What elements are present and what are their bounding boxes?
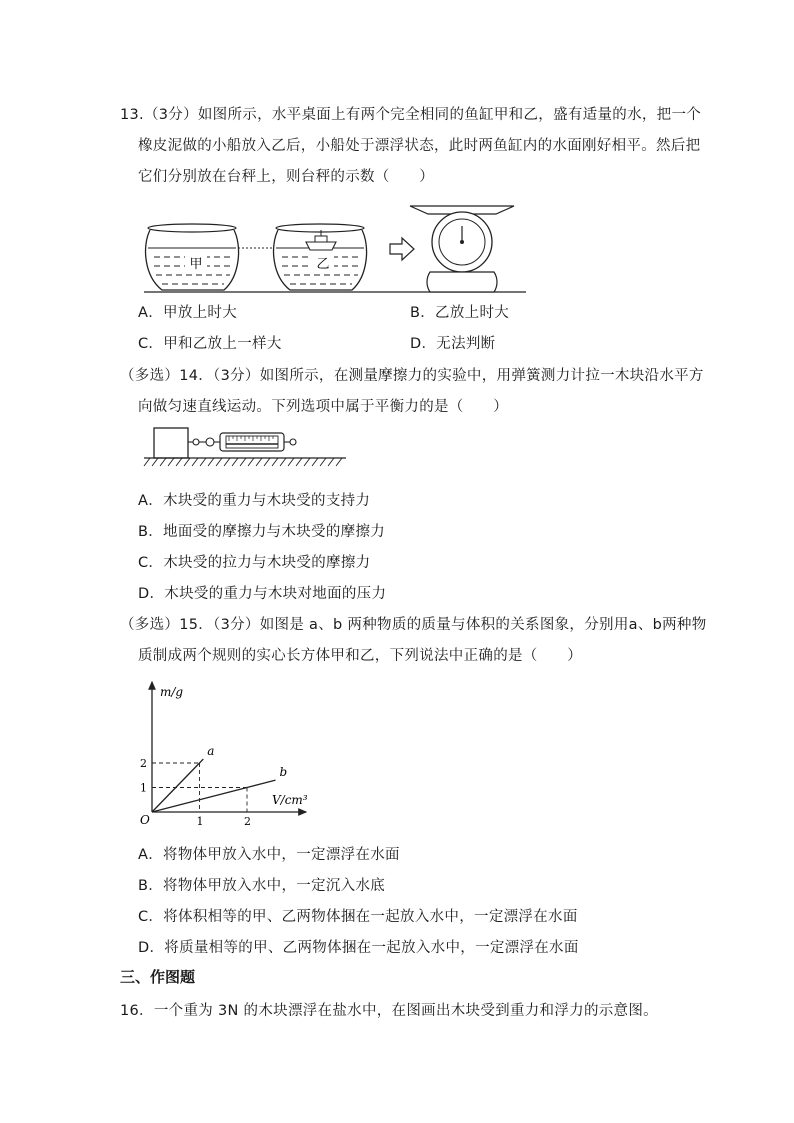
- q13-line-2: 橡皮泥做的小船放入乙后，小船处于漂浮状态，此时两鱼缸内的水面刚好相平。然后把: [138, 138, 701, 154]
- spring-scale-icon: [220, 433, 296, 451]
- friction-experiment-figure: [140, 424, 350, 472]
- x-axis-label: V/cm³: [272, 793, 308, 807]
- platform-scale-icon: [410, 206, 514, 292]
- q14-option-b: B．地面受的摩擦力与木块受的摩擦力: [138, 524, 386, 540]
- right-arrow-icon: [390, 238, 414, 260]
- origin-label: O: [140, 813, 150, 827]
- series-label-a: a: [207, 744, 215, 759]
- tank-a: [146, 224, 239, 290]
- tank-a-label: 甲: [189, 257, 203, 272]
- tank-b: [274, 224, 367, 290]
- q15-option-b: B．将物体甲放入水中，一定沉入水底: [138, 878, 386, 894]
- q15-line-1: （多选）15．（3分）如图是 a、b 两种物质的质量与体积的关系图象，分别用a、b两种物: [120, 617, 707, 633]
- boat-icon: [306, 230, 336, 250]
- q13-line-3: 它们分别放在台秤上，则台秤的示数（ ）: [138, 169, 434, 185]
- q13-option-d: D．无法判断: [410, 336, 496, 352]
- q14-line-1: （多选）14．（3分）如图所示，在测量摩擦力的实验中，用弹簧测力计拉一木块沿水平方: [120, 368, 704, 384]
- y-axis-label: m/g: [160, 685, 184, 699]
- q13-option-b: B．乙放上时大: [410, 305, 510, 321]
- y-tick-label-1: 1: [140, 781, 147, 795]
- tank-b-label: 乙: [316, 257, 330, 272]
- q15-option-a: A．将物体甲放入水中，一定漂浮在水面: [138, 847, 400, 863]
- series-label-b: b: [279, 765, 288, 780]
- series-line-b: [152, 780, 276, 812]
- wood-block: [154, 428, 188, 458]
- q13-option-a: A．甲放上时大: [138, 305, 238, 321]
- q13-option-c: C．甲和乙放上一样大: [138, 336, 282, 352]
- x-tick-label-1: 1: [196, 815, 204, 828]
- x-tick-label-2: 2: [244, 815, 251, 828]
- q15-option-d: D．将质量相等的甲、乙两物体捆在一起放入水中，一定漂浮在水面: [138, 940, 579, 956]
- mass-volume-chart: [134, 674, 314, 830]
- series-line-a: [152, 759, 203, 812]
- fish-tank-figure: [140, 198, 530, 298]
- y-tick-label-2: 2: [140, 757, 147, 770]
- q16-line-1: 16．一个重为 3N 的木块漂浮在盐水中，在图画出木块受到重力和浮力的示意图。: [120, 1003, 658, 1019]
- q15-option-c: C．将体积相等的甲、乙两物体捆在一起放入水中，一定漂浮在水面: [138, 909, 578, 925]
- q14-option-a: A．木块受的重力与木块受的支持力: [138, 493, 371, 509]
- q13-line-1: 13.（3分）如图所示，水平桌面上有两个完全相同的鱼缸甲和乙，盛有适量的水，把一个: [120, 107, 702, 123]
- q15-line-2: 质制成两个规则的实心长方体甲和乙，下列说法中正确的是（ ）: [138, 648, 582, 664]
- q14-option-d: D．木块受的重力与木块对地面的压力: [138, 586, 387, 602]
- q14-option-c: C．木块受的拉力与木块受的摩擦力: [138, 555, 371, 571]
- q14-line-2: 向做匀速直线运动。下列选项中属于平衡力的是（ ）: [138, 399, 508, 415]
- section-heading: 三、作图题: [120, 968, 196, 986]
